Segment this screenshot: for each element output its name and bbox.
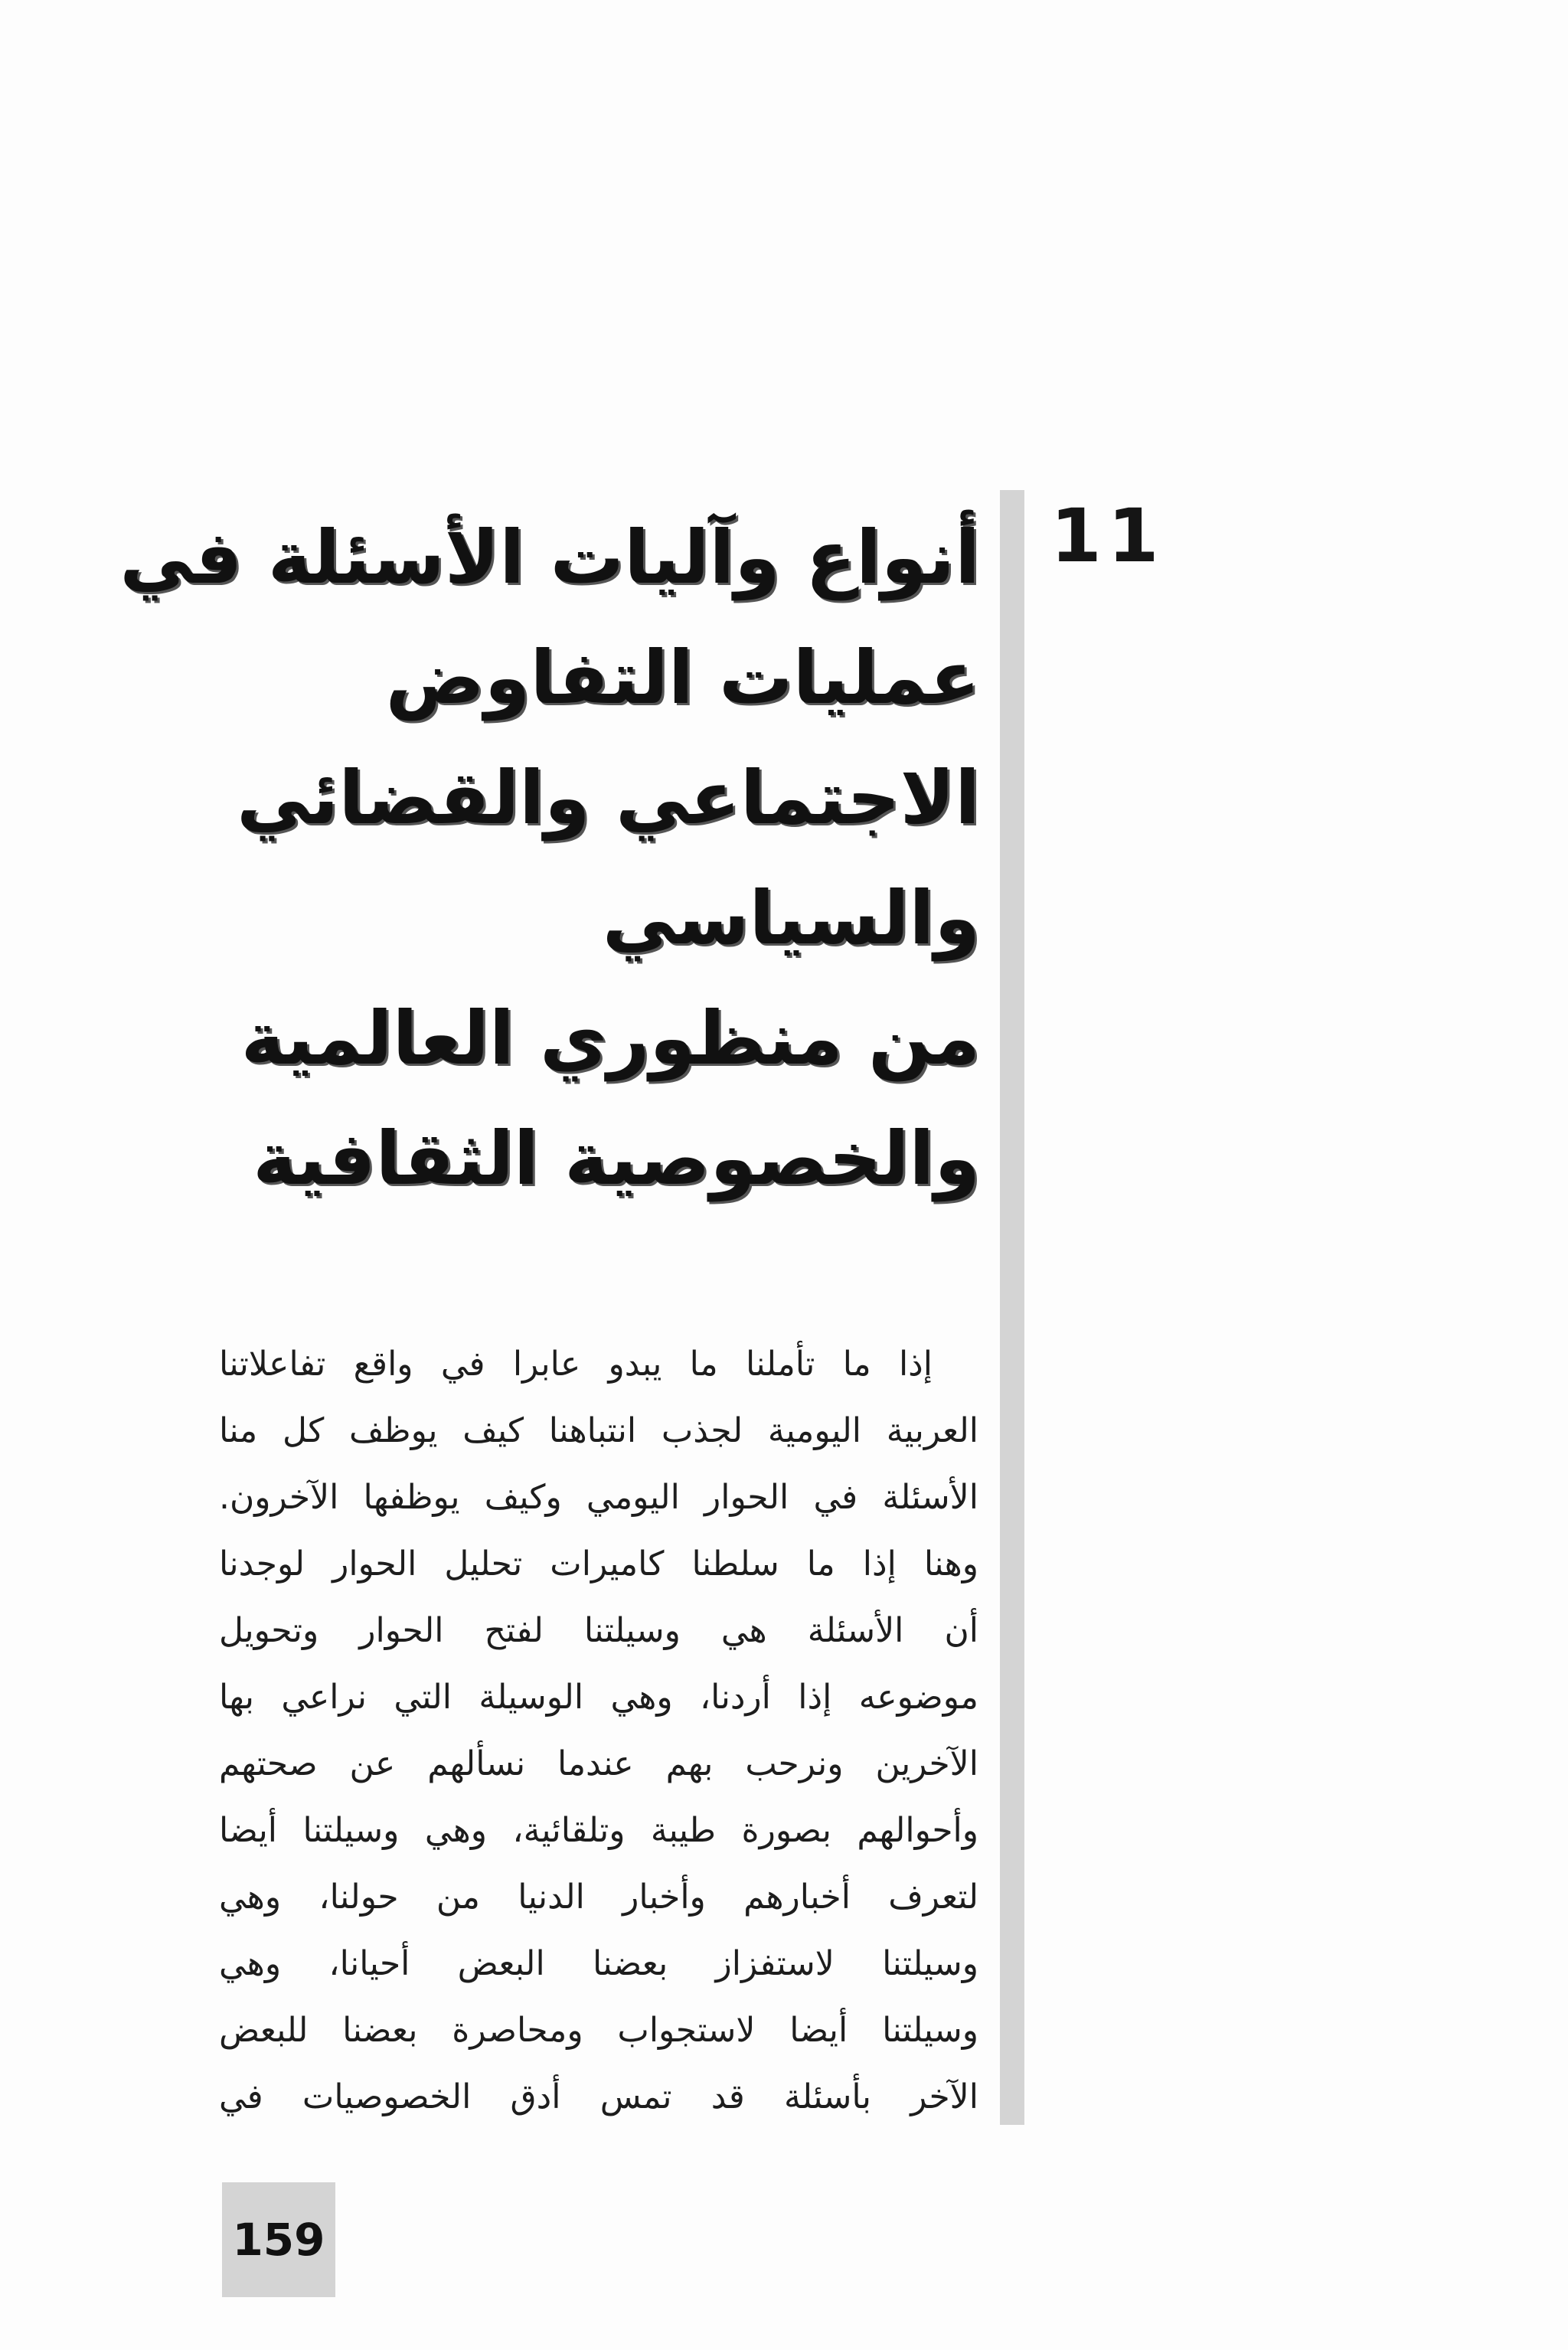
body-line: وأحوالهم بصورة طيبة وتلقائية، وهي وسيلتنا أيضا xyxy=(219,1811,978,1850)
body-paragraph xyxy=(219,1331,978,2130)
body-line: موضوعه إذا أردنا، وهي الوسيلة التي نراعي بها xyxy=(219,1678,978,1717)
body-line: أن الأسئلة هي وسيلتنا لفتح الحوار وتحويل xyxy=(219,1611,978,1650)
body-line: الآخر بأسئلة قد تمس أدق الخصوصيات في xyxy=(219,2077,978,2116)
chapter-title-line: أنواع وآليات الأسئلة في xyxy=(119,515,980,600)
body-line: لتعرف أخبارهم وأخبار الدنيا من حولنا، وهي xyxy=(219,1878,978,1917)
body-line: الأسئلة في الحوار اليومي وكيف يوظفها الآخرون. xyxy=(219,1478,978,1517)
chapter-title-line: الاجتماعي والقضائي xyxy=(237,755,980,841)
page-number: 159 xyxy=(232,2214,325,2266)
chapter-title-line: والخصوصية الثقافية xyxy=(253,1116,980,1201)
chapter-number: 11 xyxy=(1050,493,1165,579)
chapter-title xyxy=(119,498,980,1219)
body-line: وسيلتنا أيضا لاستجواب ومحاصرة بعضنا للبعض xyxy=(219,2011,978,2050)
body-line: وسيلتنا لاستفزاز بعضنا البعض أحيانا، وهي xyxy=(219,1944,978,1983)
chapter-title-line: من منظوري العالمية xyxy=(240,995,980,1081)
page-number-box xyxy=(222,2182,335,2297)
body-line: العربية اليومية لجذب انتباهنا كيف يوظف كل منا xyxy=(219,1411,978,1450)
body-line: وهنا إذا ما سلطنا كاميرات تحليل الحوار لوجدنا xyxy=(219,1544,978,1584)
body-line: إذا ما تأملنا ما يبدو عابرا في واقع تفاعلاتنا xyxy=(219,1345,933,1384)
body-line: الآخرين ونرحب بهم عندما نسألهم عن صحتهم xyxy=(219,1744,978,1783)
chapter-title-line: والسياسي xyxy=(602,875,980,961)
chapter-title-line: عمليات التفاوض xyxy=(385,635,980,721)
vertical-rule-bar xyxy=(1000,490,1024,2125)
